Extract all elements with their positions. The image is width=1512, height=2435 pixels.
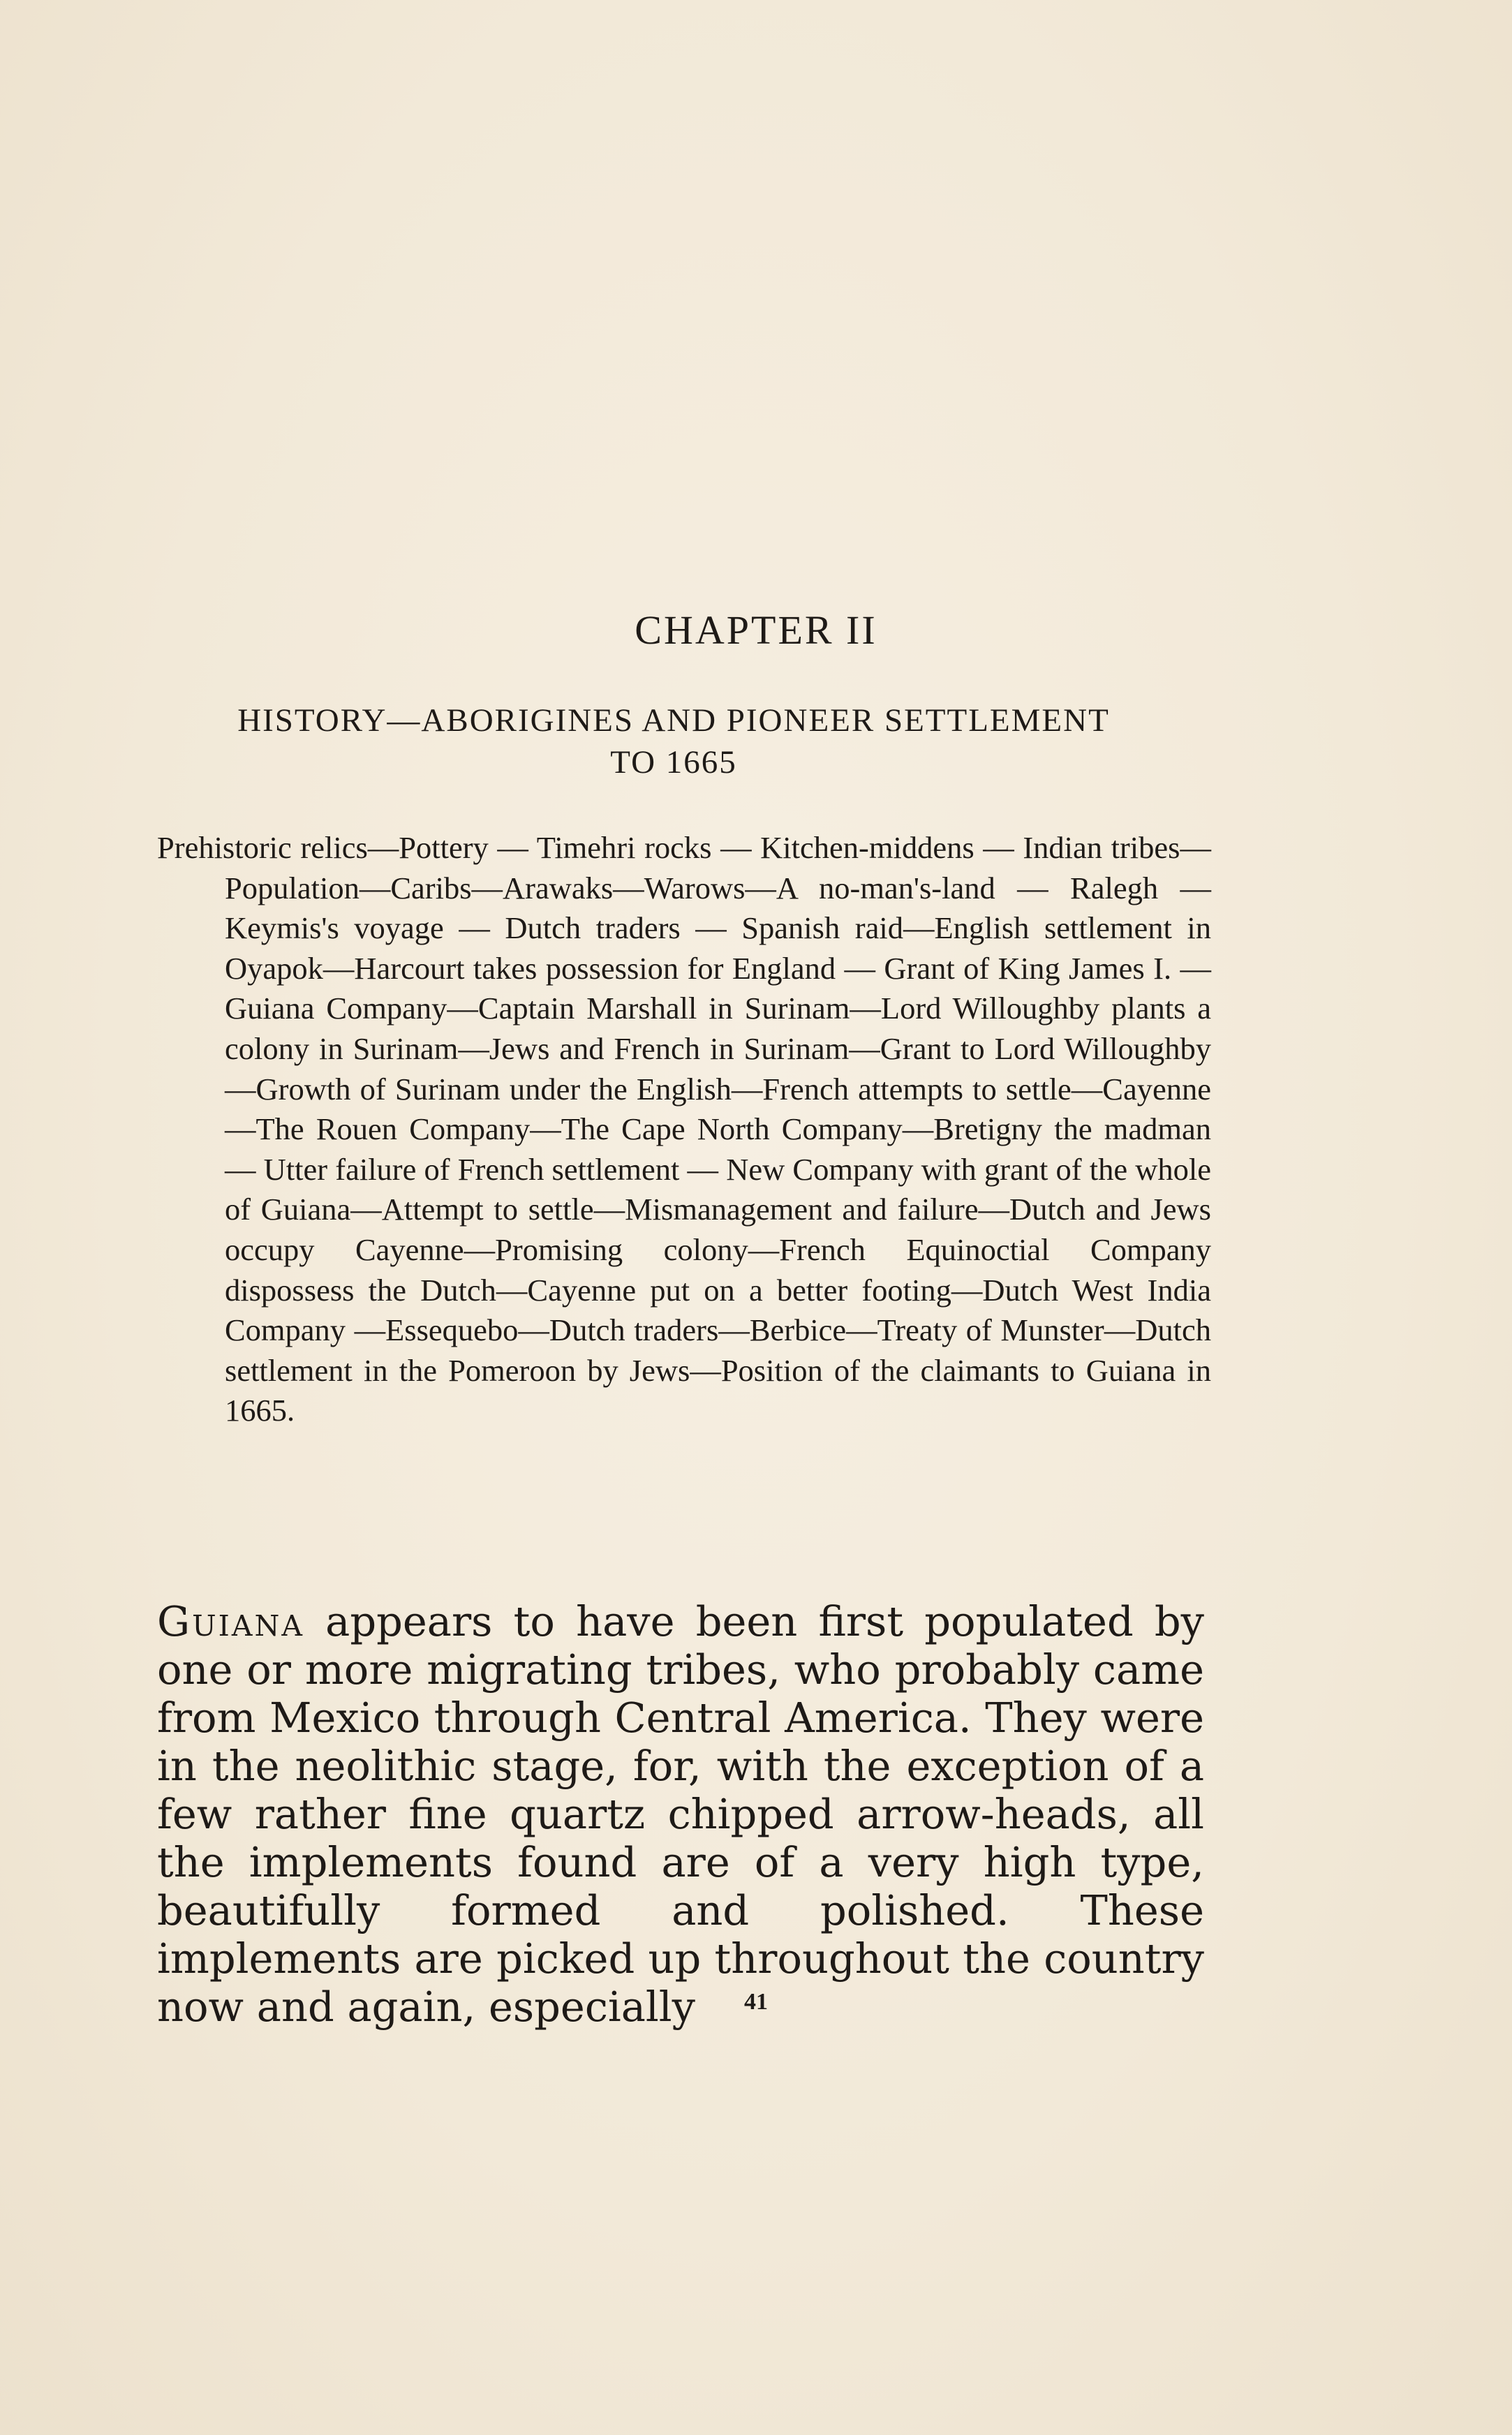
chapter-title-line-2: TO 1665 <box>610 744 737 780</box>
body-paragraph-text: appears to have been first populated by one or more migrating tribes, who probably came from Mexico through Central America. They were in the neolithic stage, for, with the exception of a few rather fine quartz chipped arrow-heads, all the implements found are of a very high type, beautifully formed and polished. These implements are picked up throughout the country now and again, especially <box>157 1597 1204 2031</box>
body-paragraph <box>157 1597 1204 2031</box>
chapter-title-line-1: HISTORY—ABORIGINES AND PIONEER SETTLEMENT <box>237 702 1110 739</box>
chapter-summary: Prehistoric relics—Pottery — Timehri rocks — Kitchen-middens — Indian tribes—Population—Caribs—Arawaks—Warows—A no-man's-land — Ralegh — Keymis's voyage — Dutch traders — Spanish raid—English settlement in Oyapok—Harcourt takes possession for England — Grant of King James I. — Guiana Company—Captain Marshall in Surinam—Lord Willoughby plants a colony in Surinam—Jews and French in Surinam—Grant to Lord Willoughby—Growth of Surinam under the English—French attempts to settle—Cayenne—The Rouen Company—The Cape North Company—Bretigny the madman — Utter failure of French settlement — New Company with grant of the whole of Guiana—Attempt to settle—Mismanagement and failure—Dutch and Jews occupy Cayenne—Promising colony—French Equinoctial Company dispossess the Dutch—Cayenne put on a better footing—Dutch West India Company —Essequebo—Dutch traders—Berbice—Treaty of Munster—Dutch settlement in the Pomeroon by Jews—Position of the claimants to Guiana in 1665. <box>157 830 1211 1428</box>
chapter-title <box>157 700 1190 783</box>
page-number: 41 <box>744 1989 768 2015</box>
body-lead-word: Guiana <box>157 1597 304 1645</box>
chapter-heading: CHAPTER II <box>635 607 877 653</box>
